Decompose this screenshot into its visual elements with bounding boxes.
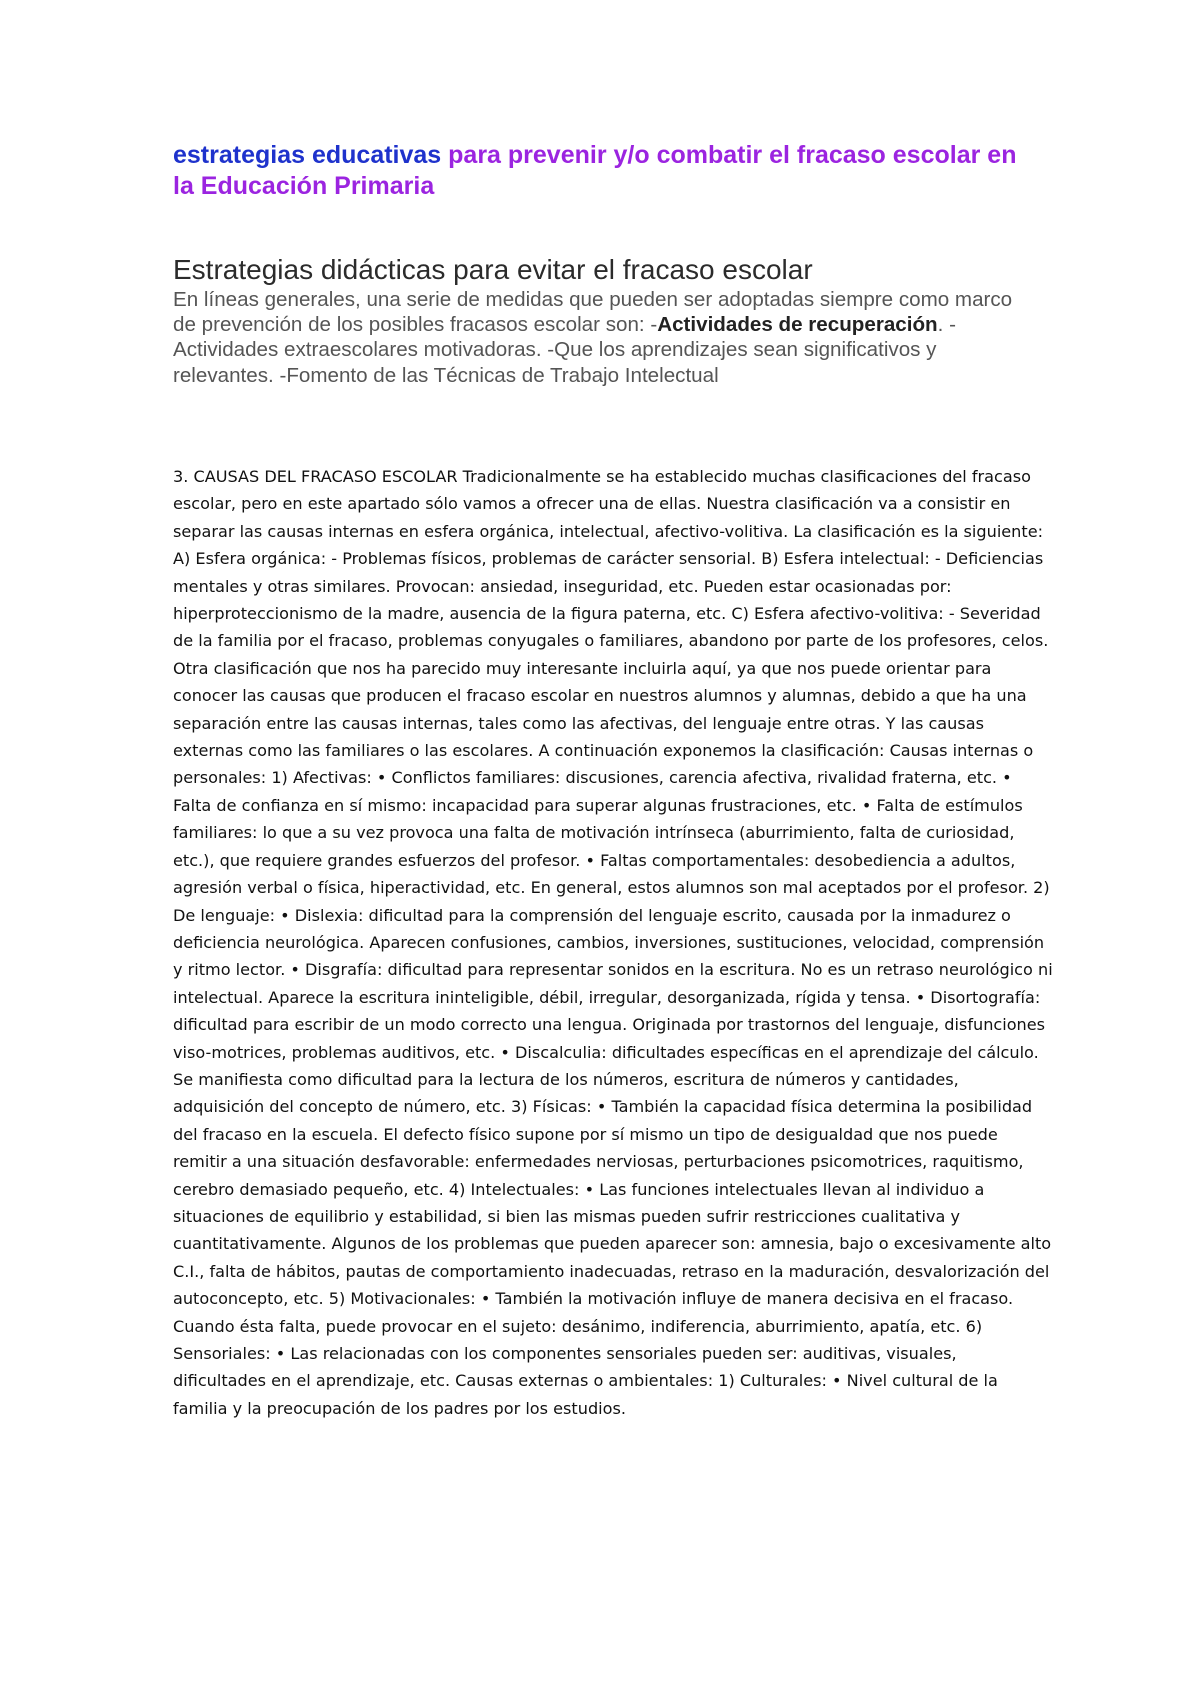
- heading-part-b: para prevenir y/o combatir el fracaso escolar en la Educación Primaria: [173, 141, 1017, 200]
- section-title: Estrategias didácticas para evitar el fracaso escolar: [173, 254, 813, 285]
- heading-part-a: estrategias educativas: [173, 141, 442, 169]
- body-paragraph: 3. CAUSAS DEL FRACASO ESCOLAR Tradicionalmente se ha establecido muchas clasificaciones del fracaso escolar, pero en este apartado sólo vamos a ofrecer una de ellas. Nuestra clasificación va a consistir en separar las causas internas en esfera orgánica, intelectual, afectivo-volitiva. La clasificación es la siguiente: A) Esfera orgánica: - Problemas físicos, problemas de carácter sensorial. B) Esfera intelectual: - Deficiencias mentales y otras similares. Provocan: ansiedad, inseguridad, etc. Pueden estar ocasionadas por: hiperproteccionismo de la madre, ausencia de la figura paterna, etc. C) Esfera afectivo-volitiva: - Severidad de la familia por el fracaso, problemas conyugales o familiares, abandono por parte de los profesores, celos. Otra clasificación que nos ha parecido muy interesante incluirla aquí, ya que nos puede orientar para conocer las causas que producen el fracaso escolar en nuestros alumnos y alumnas, debido a que ha una separación entre las causas internas, tales como las afectivas, del lenguaje entre otras. Y las causas externas como las familiares o las escolares. A continuación exponemos la clasificación: Causas internas o personales: 1) Afectivas: • Conflictos familiares: discusiones, carencia afectiva, rivalidad fraterna, etc. • Falta de confianza en sí mismo: incapacidad para superar algunas frustraciones, etc. • Falta de estímulos familiares: lo que a su vez provoca una falta de motivación intrínseca (aburrimiento, falta de curiosidad, etc.), que requiere grandes esfuerzos del profesor. • Faltas comportamentales: desobediencia a adultos, agresión verbal o física, hiperactividad, etc. En general, estos alumnos son mal aceptados por el profesor. 2) De lenguaje: • Dislexia: dificultad para la comprensión del lenguaje escrito, causada por la inmadurez o deficiencia neurológica. Aparecen confusiones, cambios, inversiones, sustituciones, velocidad, comprensión y ritmo lector. • Disgrafía: dificultad para representar sonidos en la escritura. No es un retraso neurológico ni intelectual. Aparece la escritura ininteligible, débil, irregular, desorganizada, rígida y tensa. • Disortografía: dificultad para escribir de un modo correcto una lengua. Originada por trastornos del lenguaje, disfunciones viso-motrices, problemas auditivos, etc. • Discalculia: dificultades específicas en el aprendizaje del cálculo. Se manifiesta como dificultad para la lectura de los números, escritura de números y cantidades, adquisición del concepto de número, etc. 3) Físicas: • También la capacidad física determina la posibilidad del fracaso en la escuela. El defecto físico supone por sí mismo un tipo de desigualdad que nos puede remitir a una situación desfavorable: enfermedades nerviosas, perturbaciones psicomotrices, raquitismo, cerebro demasiado pequeño, etc. 4) Intelectuales: • Las funciones intelectuales llevan al individuo a situaciones de equilibrio y estabilidad, si bien las mismas pueden sufrir restricciones cualitativa y cuantitativamente. Algunos de los problemas que pueden aparecer son: amnesia, bajo o excesivamente alto C.I., falta de hábitos, pautas de comportamiento inadecuadas, retraso en la maduración, desvalorización del autoconcepto, etc. 5) Motivacionales: • También la motivación influye de manera decisiva en el fracaso. Cuando ésta falta, puede provocar en el sujeto: desánimo, indiferencia, aburrimiento, apatía, etc. 6) Sensoriales: • Las relacionadas con los componentes sensoriales pueden ser: auditivas, visuales, dificultades en el aprendizaje, etc. Causas externas o ambientales: 1) Culturales: • Nivel cultural de la familia y la preocupación de los padres por los estudios.: [173, 467, 1053, 1418]
- intro-text-end: . -Actividades extraescolares motivadoras. -Que los aprendizajes sean significativos y relevantes. -Fomento de las Técnicas de Trabajo Intelectual: [173, 313, 956, 387]
- intro-paragraph: [173, 287, 1023, 388]
- intro-bold-text: Actividades de recuperación: [657, 313, 938, 337]
- intro-text-start: En líneas generales, una serie de medidas que pueden ser adoptadas siempre como marco de prevención de los posibles fracasos escolar son: -: [173, 288, 1013, 337]
- document-heading-link[interactable]: [173, 140, 1033, 202]
